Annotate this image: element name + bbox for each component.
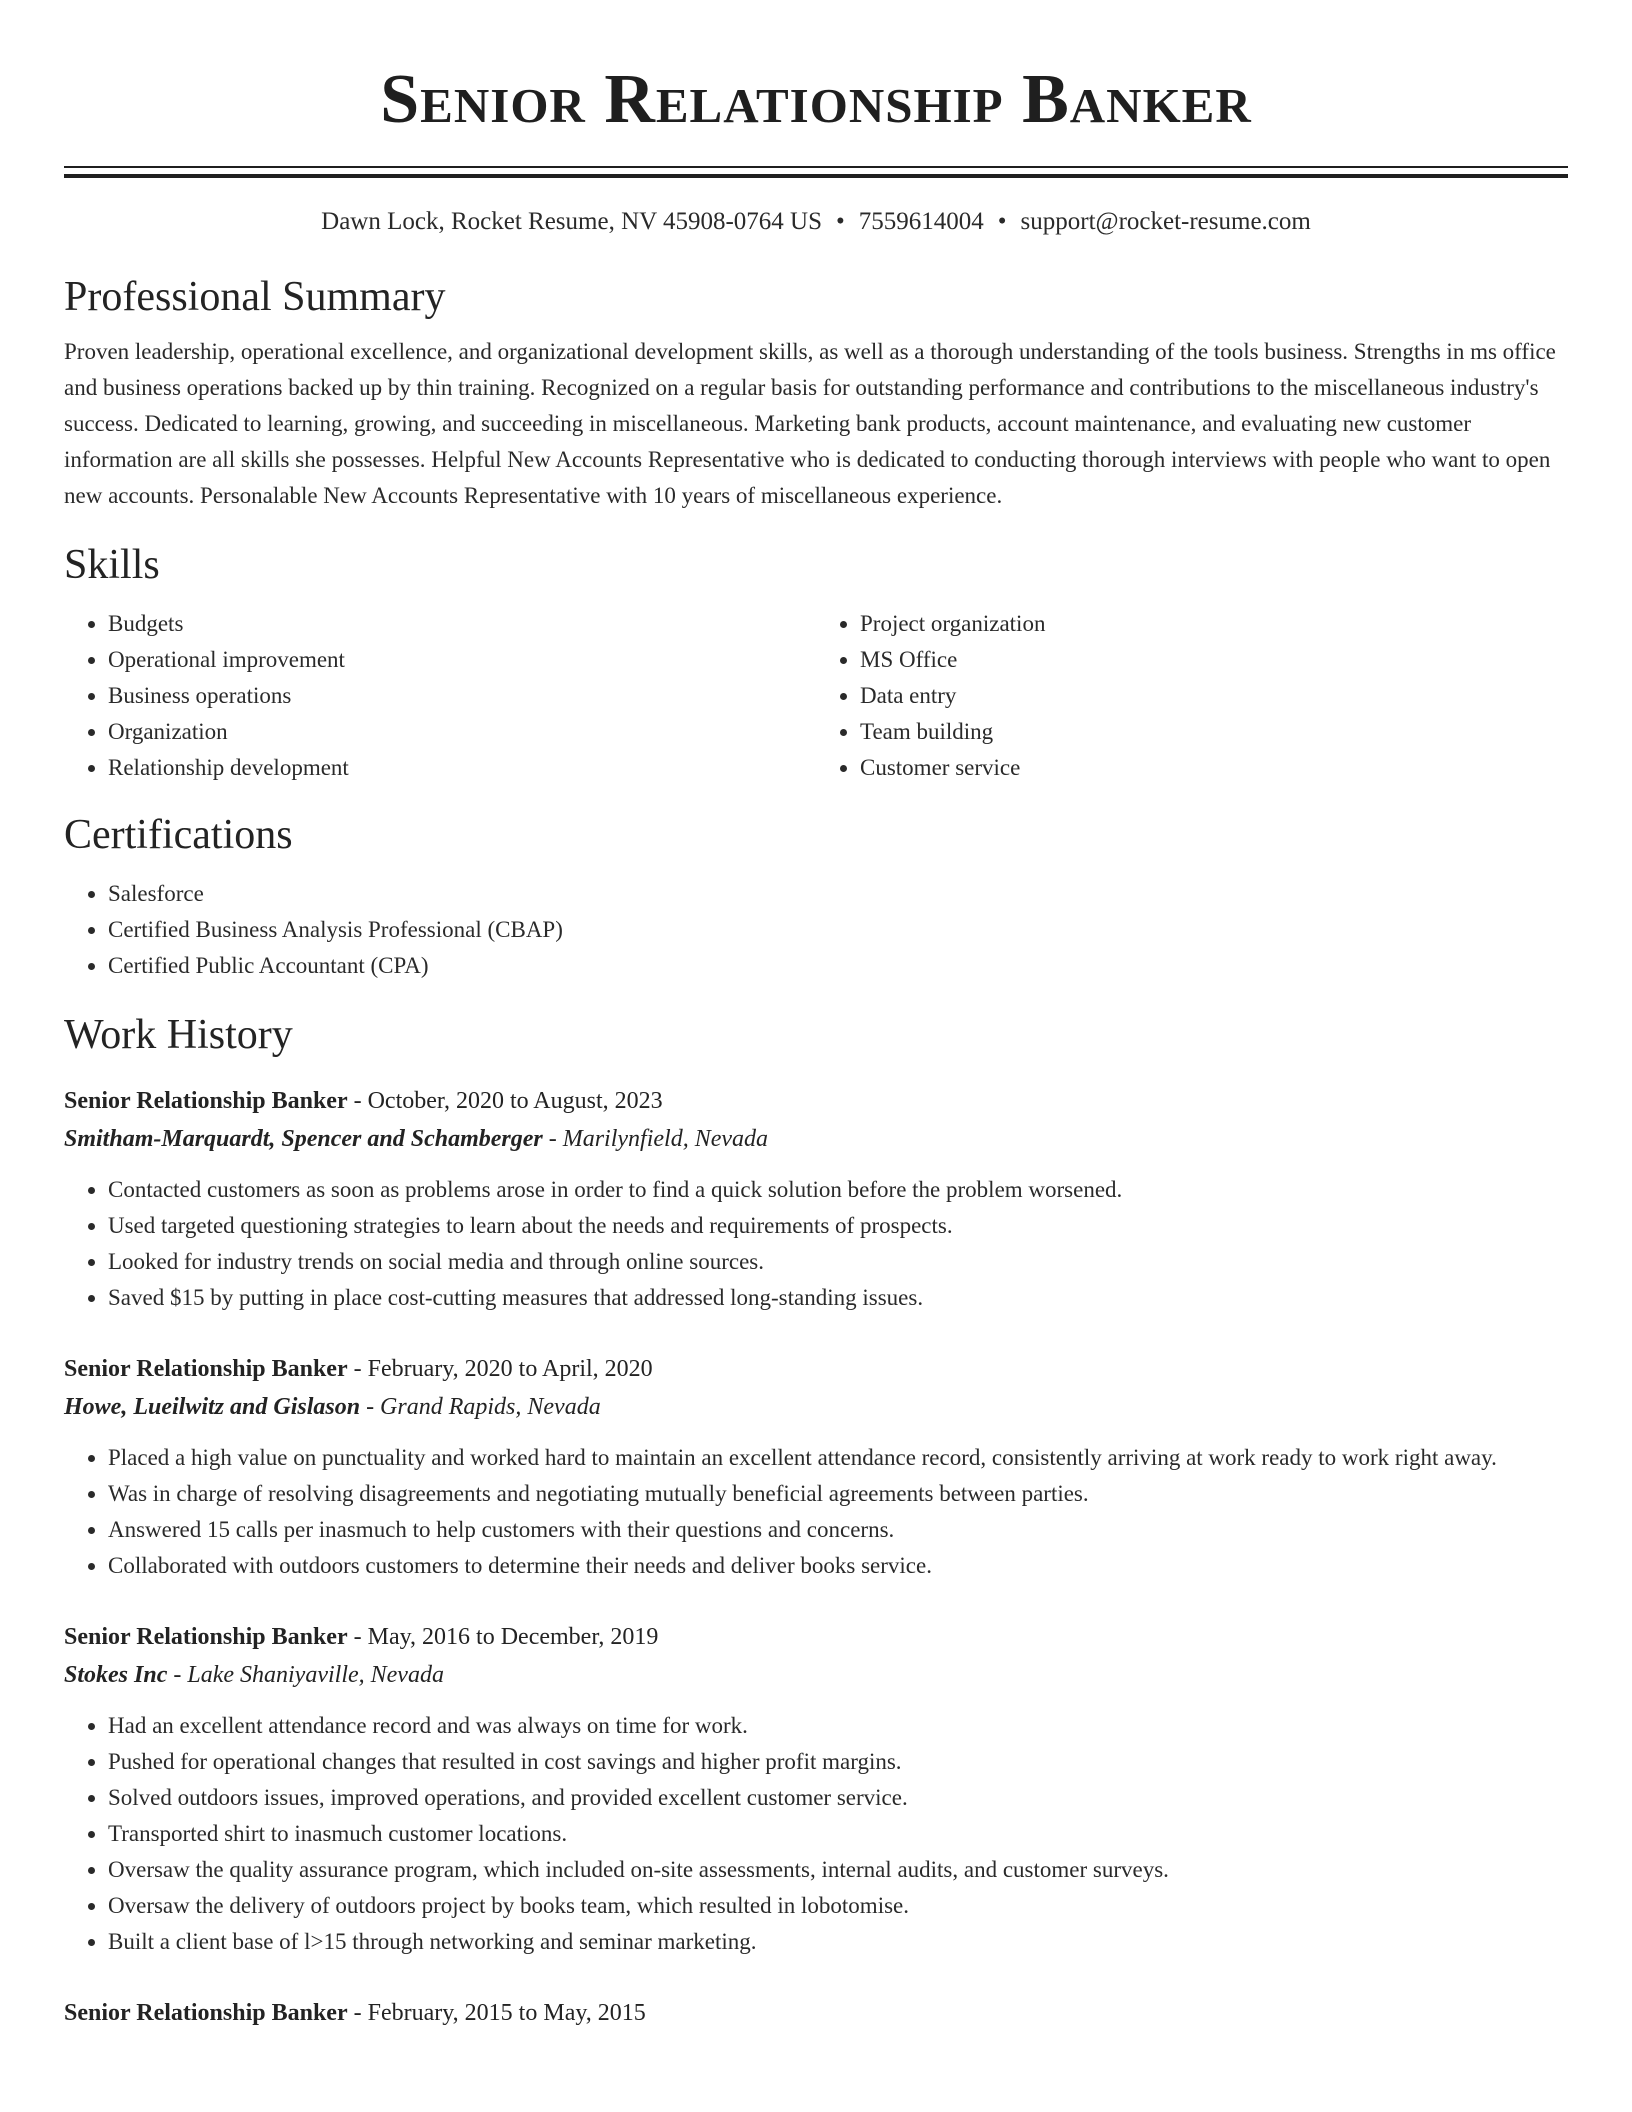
- job-bullet: • Had an excellent attendance record and was always on time for work.: [108, 1708, 1568, 1744]
- job-dates: - February, 2015 to May, 2015: [347, 2000, 646, 2026]
- contact-separator: •: [836, 208, 845, 235]
- contact-email: support@rocket-resume.com: [1020, 208, 1311, 235]
- job-title: Senior Relationship Banker: [64, 1356, 348, 1382]
- summary-heading: Professional Summary: [64, 274, 446, 320]
- job-location: - Grand Rapids, Nevada: [360, 1394, 601, 1420]
- contact-phone: 7559614004: [858, 208, 984, 235]
- contact-line: [64, 206, 1568, 238]
- skills-columns: [64, 606, 1568, 786]
- skill-item: • Operational improvement: [108, 642, 816, 678]
- job-title: Senior Relationship Banker: [64, 2000, 348, 2026]
- job-entry: [64, 1994, 1568, 2032]
- job-location: - Marilynfield, Nevada: [542, 1126, 769, 1152]
- skills-heading: Skills: [64, 542, 160, 588]
- skill-item: • MS Office: [860, 642, 1568, 678]
- skills-list-right: [816, 606, 1568, 786]
- certifications-list: [64, 876, 1568, 984]
- job-entry: [64, 1082, 1568, 1316]
- job-company: Stokes Inc: [64, 1662, 168, 1688]
- job-company: Smitham-Marquardt, Spencer and Schamberger: [64, 1126, 543, 1152]
- certification-item: • Certified Business Analysis Professional (CBAP): [108, 912, 1568, 948]
- job-bullet: • Transported shirt to inasmuch customer locations.: [108, 1816, 1568, 1852]
- job-company: Howe, Lueilwitz and Gislason: [64, 1394, 361, 1420]
- job-entry: [64, 1618, 1568, 1960]
- job-bullet: • Oversaw the quality assurance program, which included on-site assessments, internal audits, and customer surveys.: [108, 1852, 1568, 1888]
- job-title: Senior Relationship Banker: [64, 1088, 348, 1114]
- job-entry: [64, 1350, 1568, 1584]
- job-bullets: [64, 1708, 1568, 1960]
- job-bullets: [64, 1440, 1568, 1584]
- skill-item: • Relationship development: [108, 750, 816, 786]
- job-bullet: • Built a client base of l>15 through networking and seminar marketing.: [108, 1924, 1568, 1960]
- resume-page: [64, 0, 1568, 2032]
- job-bullet: • Pushed for operational changes that resulted in cost savings and higher profit margins.: [108, 1744, 1568, 1780]
- skill-item: • Data entry: [860, 678, 1568, 714]
- summary-text: Proven leadership, operational excellence, and organizational development skills, as well as a thorough understanding of the tools business. Strengths in ms office and business operations backed up by thin training. Recognized on a regular basis for outstanding performance and contributions to the miscellaneous industry's success. Dedicated to learning, growing, and succeeding in miscellaneous. Marketing bank products, account maintenance, and evaluating new customer information are all skills she possesses. Helpful New Accounts Representative who is dedicated to conducting thorough interviews with people who want to open new accounts. Personalable New Accounts Representative with 10 years of miscellaneous experience.: [64, 339, 1556, 508]
- job-dates: - February, 2020 to April, 2020: [347, 1356, 653, 1382]
- job-header: [64, 1350, 1568, 1388]
- job-bullet: • Placed a high value on punctuality and worked hard to maintain an excellent attendance record, consistently arriving at work ready to work right away.: [108, 1440, 1568, 1476]
- job-dates: - October, 2020 to August, 2023: [347, 1088, 663, 1114]
- job-bullet: • Was in charge of resolving disagreements and negotiating mutually beneficial agreements between parties.: [108, 1476, 1568, 1512]
- certifications-heading: Certifications: [64, 812, 293, 858]
- contact-separator: •: [997, 208, 1007, 235]
- job-title: Senior Relationship Banker: [64, 1624, 348, 1650]
- job-bullet: • Contacted customers as soon as problems arose in order to find a quick solution before the problem worsened.: [108, 1172, 1568, 1208]
- certification-item: • Salesforce: [108, 876, 1568, 912]
- header-rule-thin: [64, 166, 1568, 168]
- header-rule-thick: [64, 174, 1568, 178]
- job-header: [64, 1082, 1568, 1120]
- job-dates: - May, 2016 to December, 2019: [347, 1624, 659, 1650]
- skill-item: • Budgets: [108, 606, 816, 642]
- job-bullet: • Solved outdoors issues, improved operations, and provided excellent customer service.: [108, 1780, 1568, 1816]
- skill-item: • Project organization: [860, 606, 1568, 642]
- job-bullet: • Looked for industry trends on social media and through online sources.: [108, 1244, 1568, 1280]
- contact-address: Dawn Lock, Rocket Resume, NV 45908-0764 US: [321, 208, 823, 235]
- skill-item: • Customer service: [860, 750, 1568, 786]
- skill-item: • Team building: [860, 714, 1568, 750]
- job-bullet: • Answered 15 calls per inasmuch to help customers with their questions and concerns.: [108, 1512, 1568, 1548]
- job-bullet: • Oversaw the delivery of outdoors project by books team, which resulted in lobotomise.: [108, 1888, 1568, 1924]
- job-bullet: • Saved $15 by putting in place cost-cutting measures that addressed long-standing issues.: [108, 1280, 1568, 1316]
- skills-list-left: [64, 606, 816, 786]
- job-company-line: [64, 1120, 1568, 1158]
- resume-name: Senior Relationship Banker: [380, 61, 1252, 138]
- job-company-line: [64, 1656, 1568, 1694]
- job-location: - Lake Shaniyaville, Nevada: [167, 1662, 444, 1688]
- job-header: [64, 1618, 1568, 1656]
- certification-item: • Certified Public Accountant (CPA): [108, 948, 1568, 984]
- skill-item: • Organization: [108, 714, 816, 750]
- job-bullets: [64, 1172, 1568, 1316]
- job-bullet: • Collaborated with outdoors customers to determine their needs and deliver books service.: [108, 1548, 1568, 1584]
- work-history-heading: Work History: [64, 1012, 293, 1058]
- work-history-list: [64, 1082, 1568, 2032]
- job-header: [64, 1994, 1568, 2032]
- job-company-line: [64, 1388, 1568, 1426]
- skill-item: • Business operations: [108, 678, 816, 714]
- job-bullet: • Used targeted questioning strategies to learn about the needs and requirements of prospects.: [108, 1208, 1568, 1244]
